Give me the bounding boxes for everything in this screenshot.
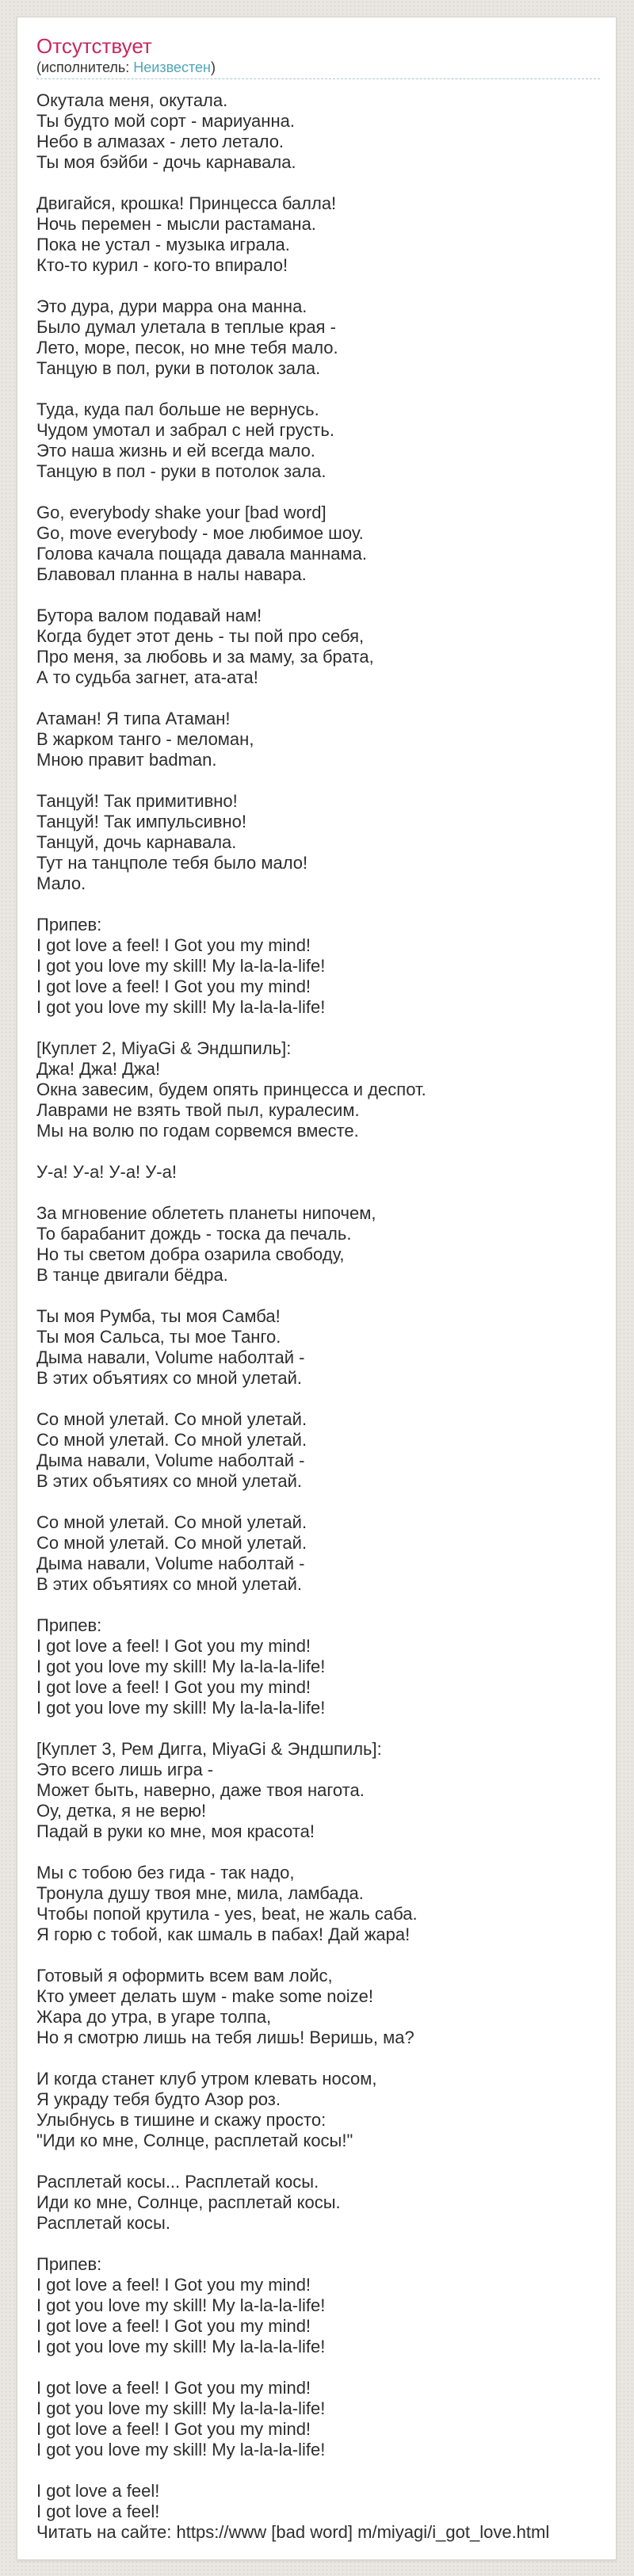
lyric-line: Чудом умотал и забрал с ней грусть. xyxy=(36,420,334,440)
lyric-line: В этих объятиях со мной улетай. xyxy=(36,1471,302,1491)
lyric-line: I got love a feel! I Got you my mind! xyxy=(36,977,311,996)
lyric-line: Я украду тебя будто Азор роз. xyxy=(36,2089,281,2109)
lyric-line: Go, everybody shake your [bad word] xyxy=(36,503,327,522)
lyric-line: [Куплет 3, Рем Дигга, MiyaGi & Эндшпиль]: xyxy=(36,1739,382,1759)
lyrics-stanza xyxy=(36,2378,600,2460)
lyrics-stanza xyxy=(36,90,600,173)
lyric-line: Мы на волю по годам сорвемся вместе. xyxy=(36,1121,359,1141)
lyrics-stanza xyxy=(36,1203,600,1286)
lyric-line: I got you love my skill! My la-la-la-life! xyxy=(36,1657,326,1676)
lyrics-stanza xyxy=(36,2481,600,2543)
lyric-line: I got love a feel! I Got you my mind! xyxy=(36,2378,311,2398)
lyric-line: Лето, море, песок, но мне тебя мало. xyxy=(36,338,338,357)
lyric-line: Туда, куда пал больше не вернусь. xyxy=(36,399,319,419)
lyric-line: [Куплет 2, MiyaGi & Эндшпиль]: xyxy=(36,1038,292,1058)
lyric-line: Со мной улетай. Со мной улетай. xyxy=(36,1409,307,1429)
lyric-line: Может быть, наверно, даже твоя нагота. xyxy=(36,1780,365,1800)
artist-label: (исполнитель: xyxy=(36,59,134,75)
lyric-line: Танцуй, дочь карнавала. xyxy=(36,832,237,852)
lyric-line: В жарком танго - меломан, xyxy=(36,729,254,749)
lyric-line: I got you love my skill! My la-la-la-life! xyxy=(36,2440,326,2459)
lyric-line: Про меня, за любовь и за маму, за брата, xyxy=(36,647,374,667)
lyric-line: Расплетай косы. xyxy=(36,2213,170,2233)
lyric-line: I got you love my skill! My la-la-la-life! xyxy=(36,2295,326,2315)
lyric-line: Припев: xyxy=(36,915,102,934)
lyric-line: Ты моя Сальса, ты мое Танго. xyxy=(36,1327,281,1347)
lyric-line: Оу, детка, я не верю! xyxy=(36,1801,207,1821)
lyric-line: Это дура, дури марра она манна. xyxy=(36,296,307,316)
lyric-line: Тут на танцполе тебя было мало! xyxy=(36,853,308,873)
lyric-line: В этих объятиях со мной улетай. xyxy=(36,1574,302,1594)
lyric-line: Тронула душу твоя мне, мила, ламбада. xyxy=(36,1883,364,1903)
lyric-line: У-а! У-а! У-а! У-а! xyxy=(36,1162,177,1182)
lyric-line: I got love a feel! I Got you my mind! xyxy=(36,2316,311,2336)
lyrics-stanza xyxy=(36,1739,600,1842)
lyric-line: Небо в алмазах - лето летало. xyxy=(36,132,285,151)
lyric-line: А то судьба загнет, ата-ата! xyxy=(36,667,258,687)
lyric-line: Со мной улетай. Со мной улетай. xyxy=(36,1533,307,1553)
lyric-line: I got you love my skill! My la-la-la-life! xyxy=(36,956,326,976)
lyric-line: Читать на сайте: https://www [bad word] m/miyagi/i_got_love.html xyxy=(36,2522,550,2542)
lyric-line: I got love a feel! I Got you my mind! xyxy=(36,1636,311,1656)
lyric-line: Готовый я оформить всем вам лойс, xyxy=(36,1966,333,1986)
lyric-line: Пока не устал - музыка играла. xyxy=(36,235,290,254)
lyric-line: Когда будет этот день - ты пой про себя, xyxy=(36,626,365,646)
lyric-line: Я горю с тобой, как шмаль в пабах! Дай жара! xyxy=(36,1924,411,1944)
lyric-line: "Иди ко мне, Солнце, расплетай косы!" xyxy=(36,2131,353,2150)
lyrics-stanza xyxy=(36,193,600,276)
lyric-line: Мало. xyxy=(36,873,86,893)
lyric-line: Иди ко мне, Солнце, расплетай косы. xyxy=(36,2192,341,2212)
lyric-line: Дыма навали, Volume наболтай - xyxy=(36,1347,305,1367)
lyric-line: Это всего лишь игра - xyxy=(36,1760,214,1779)
lyrics-stanza xyxy=(36,1038,600,1141)
lyrics-stanza xyxy=(36,2254,600,2357)
lyric-line: Танцуй! Так примитивно! xyxy=(36,791,238,811)
lyrics-stanza xyxy=(36,1966,600,2048)
lyric-line: Лаврами не взять твой пыл, куралесим. xyxy=(36,1100,360,1120)
lyric-line: I got love a feel! I Got you my mind! xyxy=(36,935,311,955)
lyric-line: Улыбнусь в тишине и скажу просто: xyxy=(36,2110,327,2130)
lyrics-stanza xyxy=(36,1863,600,1945)
artist-line xyxy=(36,59,600,79)
lyric-line: Но я смотрю лишь на тебя лишь! Веришь, ма? xyxy=(36,2028,414,2047)
lyric-line: I got love a feel! I Got you my mind! xyxy=(36,2275,311,2295)
lyrics-stanza xyxy=(36,296,600,379)
lyric-line: Голова качала пощада давала маннама. xyxy=(36,544,368,564)
lyrics-stanza xyxy=(36,709,600,770)
lyric-line: За мгновение облететь планеты нипочем, xyxy=(36,1203,376,1223)
lyric-line: I got you love my skill! My la-la-la-life! xyxy=(36,2337,326,2356)
lyric-line: Падай в руки ко мне, моя красота! xyxy=(36,1821,315,1841)
lyric-line: Припев: xyxy=(36,2254,102,2274)
lyrics-stanza xyxy=(36,503,600,585)
lyric-line: Со мной улетай. Со мной улетай. xyxy=(36,1512,307,1532)
lyrics-stanza xyxy=(36,1615,600,1718)
lyric-line: Было думал улетала в теплые края - xyxy=(36,317,336,337)
lyric-line: Но ты светом добра озарила свободу, xyxy=(36,1244,345,1264)
lyric-line: Припев: xyxy=(36,1615,102,1635)
lyric-line: Дыма навали, Volume наболтай - xyxy=(36,1554,305,1573)
lyric-line: Ночь перемен - мысли растамана. xyxy=(36,214,316,234)
lyric-line: Блавовал планна в налы навара. xyxy=(36,564,307,584)
lyric-line: Дыма навали, Volume наболтай - xyxy=(36,1450,305,1470)
lyric-line: Мы с тобою без гида - так надо, xyxy=(36,1863,295,1882)
lyrics-stanza xyxy=(36,791,600,894)
lyric-line: Бутора валом подавай нам! xyxy=(36,606,262,625)
page-title: Отсутствует xyxy=(36,34,152,58)
lyric-line: И когда станет клуб утром клевать носом, xyxy=(36,2069,377,2089)
lyric-line: Кто умеет делать шум - make some noize! xyxy=(36,1986,373,2006)
lyric-line: Со мной улетай. Со мной улетай. xyxy=(36,1430,307,1450)
lyrics-card xyxy=(17,17,617,2560)
lyric-line: Расплетай косы... Расплетай косы. xyxy=(36,2172,319,2192)
lyrics-stanza xyxy=(36,1512,600,1595)
lyric-line: В этих объятиях со мной улетай. xyxy=(36,1368,302,1388)
lyric-line: Танцую в пол, руки в потолок зала. xyxy=(36,358,321,378)
lyric-line: Танцуй! Так импульсивно! xyxy=(36,812,246,831)
lyrics-stanza xyxy=(36,2069,600,2151)
lyric-line: Окна завесим, будем опять принцесса и деспот. xyxy=(36,1080,426,1099)
lyrics-stanza xyxy=(36,1409,600,1492)
lyric-line: Ты моя бэйби - дочь карнавала. xyxy=(36,152,296,172)
lyric-line: Мною правит badman. xyxy=(36,750,217,770)
lyrics-stanza xyxy=(36,606,600,688)
lyric-line: I got love a feel! I Got you my mind! xyxy=(36,2419,311,2439)
lyrics-stanza xyxy=(36,915,600,1018)
lyric-line: Чтобы попой крутила - yes, beat, не жаль саба. xyxy=(36,1904,418,1924)
artist-label-close: ) xyxy=(210,59,216,75)
lyric-line: Это наша жизнь и ей всегда мало. xyxy=(36,441,315,461)
lyric-line: Джа! Джа! Джа! xyxy=(36,1059,161,1079)
lyric-line: I got you love my skill! My la-la-la-life! xyxy=(36,1698,326,1718)
lyric-line: Ты моя Румба, ты моя Самба! xyxy=(36,1306,281,1326)
lyric-line: I got you love my skill! My la-la-la-life! xyxy=(36,997,326,1017)
lyric-line: Жара до утра, в угаре толпа, xyxy=(36,2007,272,2027)
lyric-line: I got you love my skill! My la-la-la-life! xyxy=(36,2398,326,2418)
lyric-line: То барабанит дождь - тоска да печаль. xyxy=(36,1224,352,1244)
lyric-line: Атаман! Я типа Атаман! xyxy=(36,709,231,728)
lyric-line: I got love a feel! I Got you my mind! xyxy=(36,1677,311,1697)
lyric-line: Go, move everybody - мое любимое шоу. xyxy=(36,523,364,543)
lyric-line: Кто-то курил - кого-то впирало! xyxy=(36,255,288,275)
lyrics-stanza xyxy=(36,2172,600,2234)
lyric-line: Двигайся, крошка! Принцесса балла! xyxy=(36,193,337,213)
lyrics-text xyxy=(36,90,600,2543)
lyric-line: Окутала меня, окутала. xyxy=(36,90,228,110)
lyric-line: В танце двигали бёдра. xyxy=(36,1265,228,1285)
lyric-line: I got love a feel! xyxy=(36,2501,160,2521)
lyrics-stanza xyxy=(36,1162,600,1183)
lyric-line: Ты будто мой сорт - мариуанна. xyxy=(36,111,295,131)
lyric-line: I got love a feel! xyxy=(36,2481,160,2501)
lyric-line: Танцую в пол - руки в потолок зала. xyxy=(36,461,327,481)
artist-link[interactable]: Неизвестен xyxy=(133,59,211,75)
lyrics-stanza xyxy=(36,1306,600,1389)
lyrics-stanza xyxy=(36,399,600,482)
